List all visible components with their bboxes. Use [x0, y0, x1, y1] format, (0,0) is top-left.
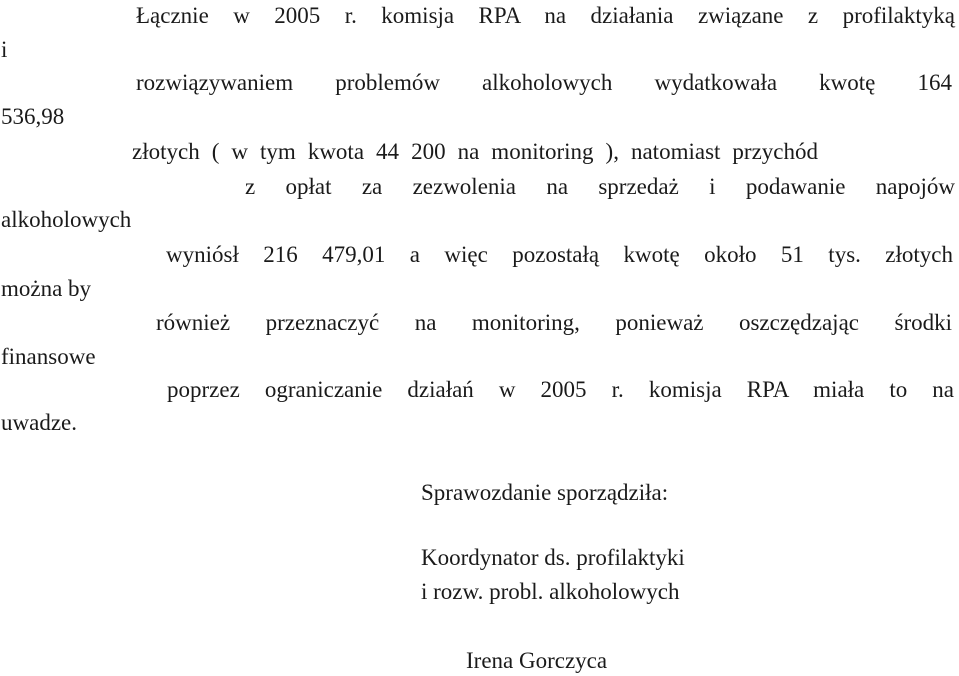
- author-position-line-2: i rozw. probl. alkoholowych: [421, 579, 680, 604]
- author-position-line-1: Koordynator ds. profilaktyki: [421, 545, 685, 570]
- body-line-3: rozwiązywaniem problemów alkoholowych wydatkowała kwotę 164: [136, 70, 952, 95]
- body-line-8: wyniósł 216 479,01 a więc pozostałą kwotę około 51 tys. złotych: [166, 242, 953, 267]
- body-line-6: z opłat za zezwolenia na sprzedaż i podawanie napojów: [245, 174, 955, 199]
- body-line-2: i: [1, 37, 8, 62]
- body-line-13: uwadze.: [1, 410, 77, 435]
- author-name: Irena Gorczyca: [466, 648, 608, 673]
- body-line-12: poprzez ograniczanie działań w 2005 r. komisja RPA miała to na: [167, 377, 954, 402]
- body-line-10: również przeznaczyć na monitoring, ponieważ oszczędzając środki: [156, 310, 952, 335]
- body-line-11: finansowe: [1, 344, 96, 369]
- prepared-by-label: Sprawozdanie sporządziła:: [421, 480, 669, 505]
- body-line-1: Łącznie w 2005 r. komisja RPA na działania związane z profilaktyką: [136, 3, 955, 28]
- body-line-7: alkoholowych: [1, 207, 132, 232]
- body-line-9: można by: [1, 276, 92, 301]
- body-line-4: 536,98: [1, 104, 65, 129]
- body-line-5: złotych ( w tym kwota 44 200 na monitoring ), natomiast przychód: [132, 139, 818, 164]
